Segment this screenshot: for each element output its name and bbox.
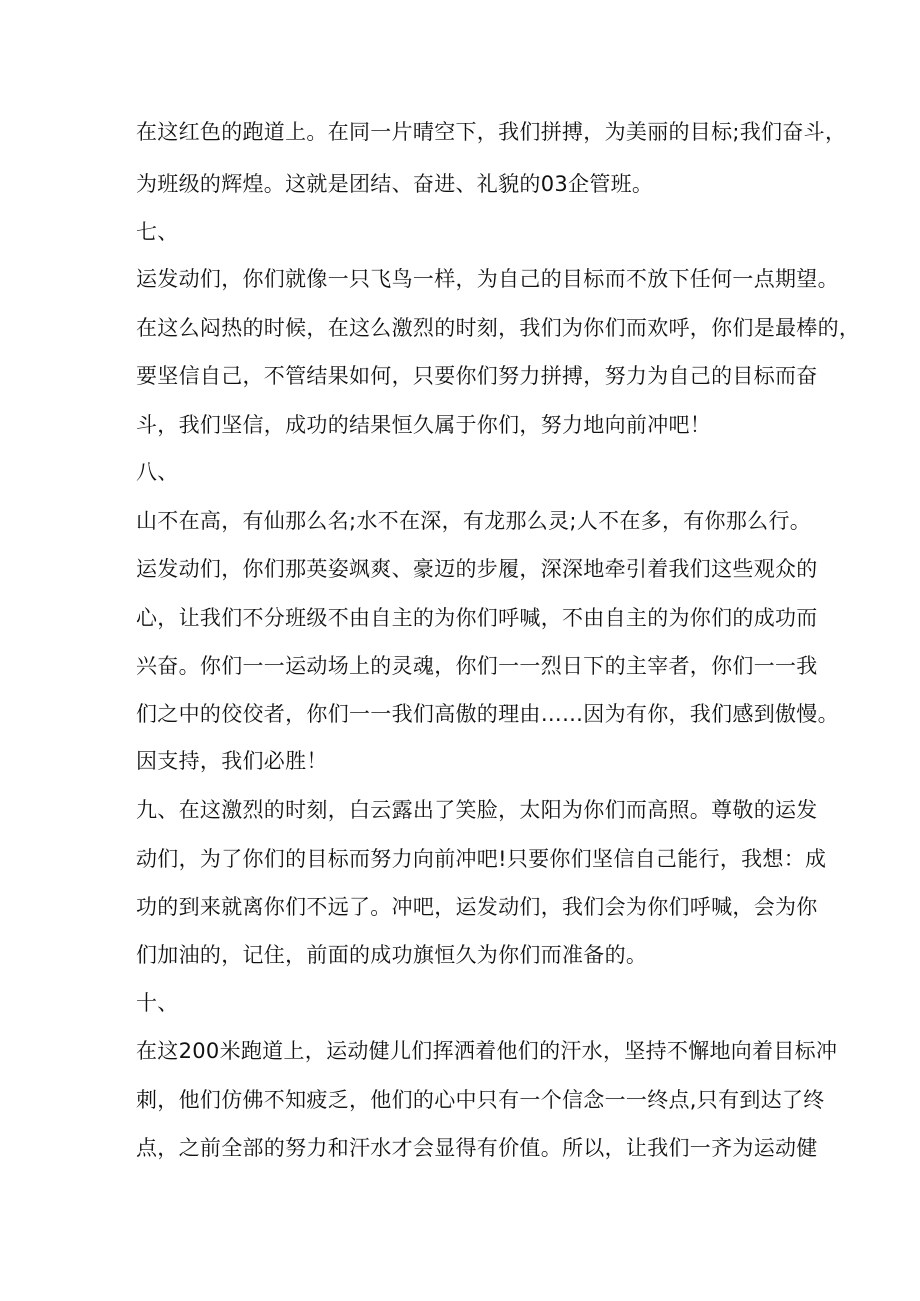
text-line-14: 因支持，我们必胜！	[136, 749, 328, 773]
text-line-11: 心，让我们不分班级不由自主的为你们呼喊，不由自主的为你们的成功而	[136, 606, 818, 630]
text-line-13: 们之中的佼佼者，你们一一我们高傲的理由……因为有你，我们感到傲慢。	[136, 702, 839, 726]
text-line-17: 功的到来就离你们不远了。冲吧，运发动们，我们会为你们呼喊，会为你	[136, 895, 818, 919]
text-line-10: 运发动们，你们那英姿飒爽、豪迈的步履，深深地牵引着我们这些观众的	[136, 557, 818, 581]
text-line-7: 斗，我们坚信，成功的结果恒久属于你们，努力地向前冲吧！	[136, 413, 712, 437]
section-heading-nine: 九、在这激烈的时刻，白云露出了笑脸，太阳为你们而高照。尊敬的运发	[136, 798, 818, 822]
text-line-4: 运发动们，你们就像一只飞鸟一样，为自己的目标而不放下任何一点期望。	[136, 267, 839, 291]
text-line-6: 要坚信自己，不管结果如何，只要你们努力拼搏，努力为自己的目标而奋	[136, 364, 818, 388]
text-line-2: 为班级的辉煌。这就是团结、奋进、礼貌的03企管班。	[136, 172, 654, 196]
section-heading-eight: 八、	[136, 460, 179, 484]
section-heading-ten: 十、	[136, 991, 179, 1015]
text-line-20: 在这200米跑道上，运动健儿们挥洒着他们的汗水，坚持不懈地向着目标冲	[136, 1039, 838, 1063]
text-line-5: 在这么闷热的时候，在这么激烈的时刻，我们为你们而欢呼，你们是最棒的，	[136, 316, 861, 340]
text-line-9: 山不在高，有仙那么名;水不在深，有龙那么灵;人不在多，有你那么行。	[136, 509, 812, 533]
text-line-16: 动们，为了你们的目标而努力向前冲吧!只要你们坚信自己能行，我想：成	[136, 847, 827, 871]
text-line-21: 刺，他们仿佛不知疲乏，他们的心中只有一个信念一一终点,只有到达了终	[136, 1088, 825, 1112]
section-heading-seven: 七、	[136, 220, 179, 244]
text-line-18: 们加油的，记住，前面的成功旗恒久为你们而准备的。	[136, 943, 648, 967]
text-line-12: 兴奋。你们一一运动场上的灵魂，你们一一烈日下的主宰者，你们一一我	[136, 654, 818, 678]
text-line-22: 点，之前全部的努力和汗水才会显得有价值。所以，让我们一齐为运动健	[136, 1136, 818, 1160]
text-line-1: 在这红色的跑道上。在同一片晴空下，我们拼搏，为美丽的目标;我们奋斗，	[136, 120, 847, 144]
